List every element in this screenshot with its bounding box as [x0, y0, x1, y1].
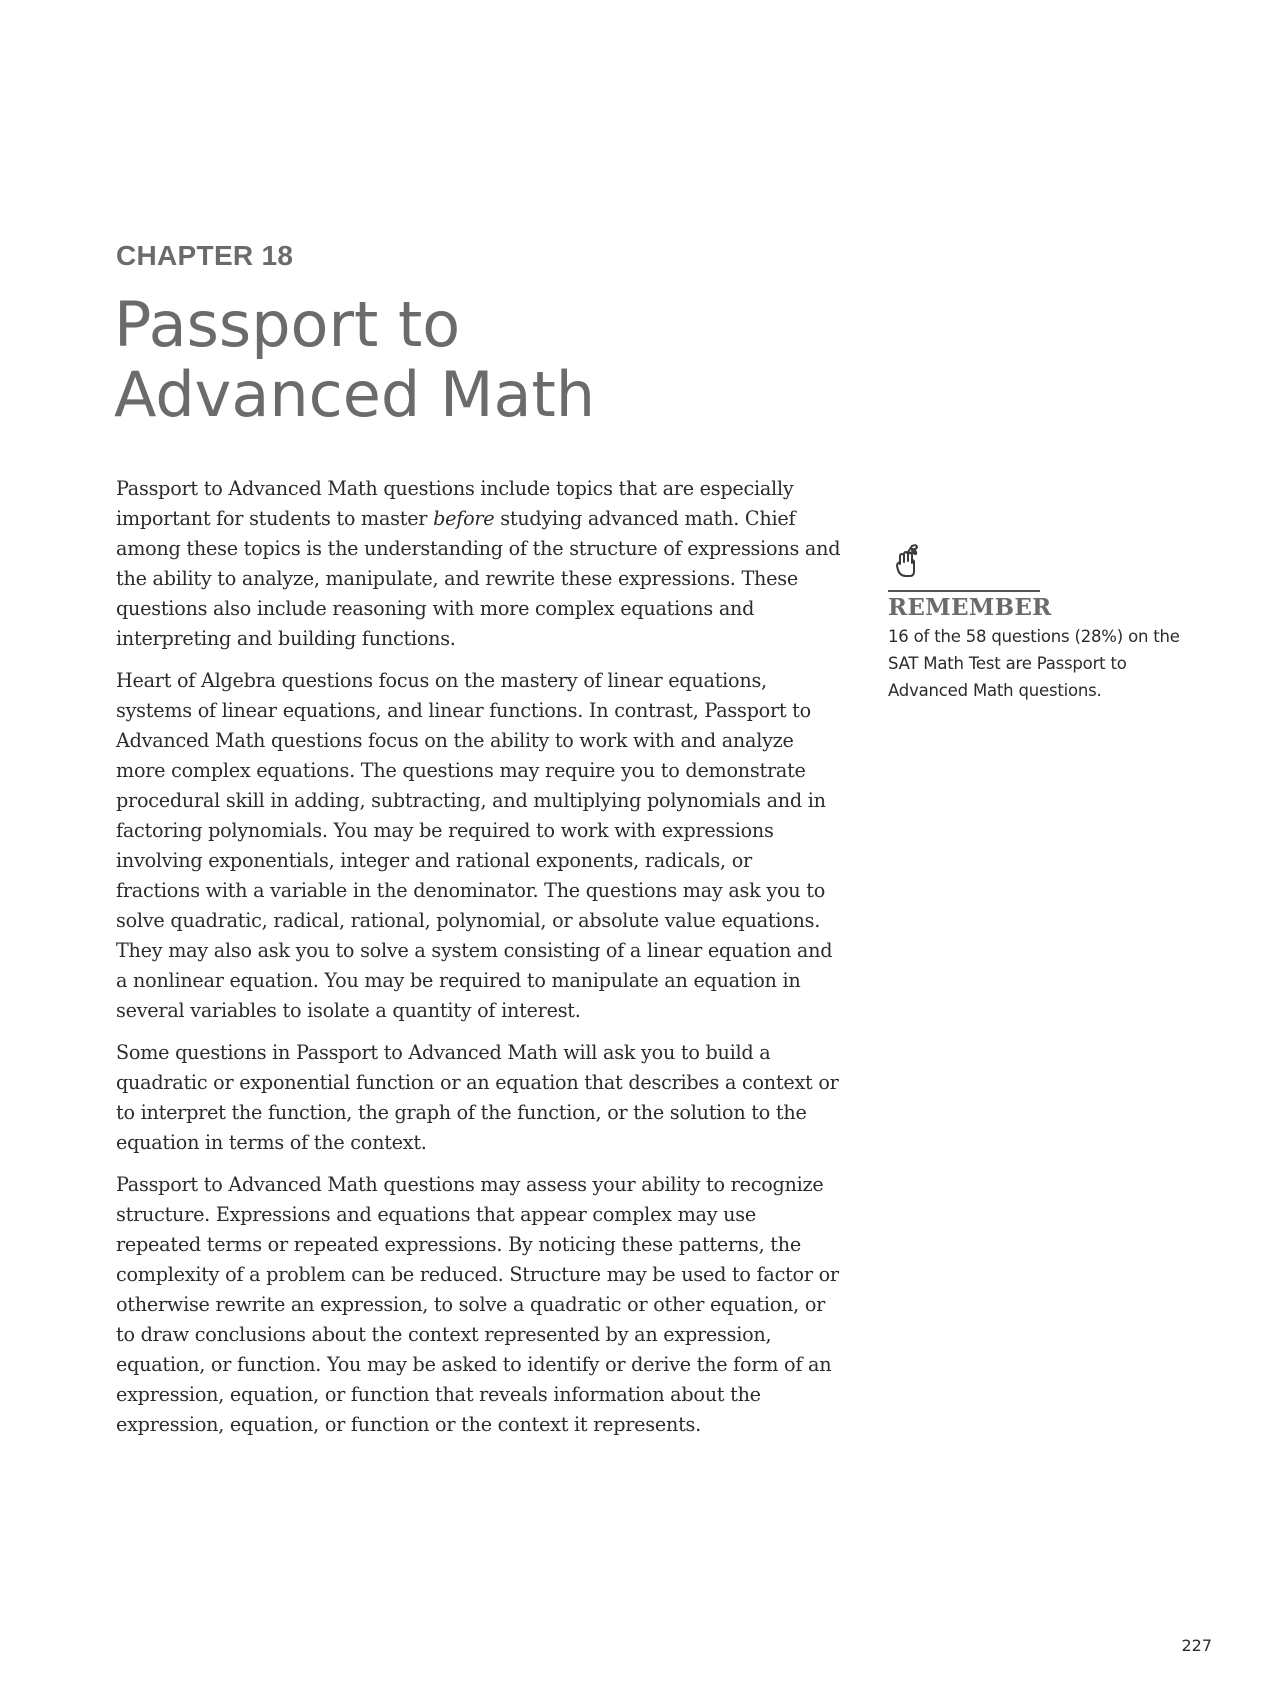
sidebar-heading: REMEMBER [888, 594, 1052, 621]
paragraph-1-part-1: Passport to Advanced Math questions include topics that are especially important for students to master [116, 477, 794, 530]
body-text [116, 474, 841, 1452]
paragraph-4: Passport to Advanced Math questions may assess your ability to recognize structure. Expressions and equations that appear complex may use repeated terms or repeated expressions. By noticing these patterns, the complexity of a problem can be reduced. Structure may be used to factor or otherwise rewrite an expression, to solve a quadratic or other equation, or to draw conclusions about the context represented by an expression, equation, or function. You may be asked to identify or derive the form of an expression, equation, or function that reveals information about the expression, equation, or function or the context it represents. [116, 1173, 839, 1436]
chapter-title-line-1: Passport to [114, 288, 461, 361]
string-tied-finger-icon [890, 542, 930, 582]
paragraph-1-part-2: studying advanced math. Chief among these topics is the understanding of the structure of expressions and the ability to analyze, manipulate, and rewrite these expressions. These questions also include reasoning with more complex equations and interpreting and building functions. [116, 507, 841, 650]
paragraph-2: Heart of Algebra questions focus on the mastery of linear equations, systems of linear equations, and linear functions. In contrast, Passport to Advanced Math questions focus on the ability to work with and analyze more complex equations. The questions may require you to demonstrate procedural skill in adding, subtracting, and multiplying polynomials and in factoring polynomials. You may be required to work with expressions involving exponentials, integer and rational exponents, radicals, or fractions with a variable in the denominator. The questions may ask you to solve quadratic, radical, rational, polynomial, or absolute value equations. They may also ask you to solve a system consisting of a linear equation and a nonlinear equation. You may be required to manipulate an equation in several variables to isolate a quantity of interest. [116, 669, 833, 1022]
paragraph-3: Some questions in Passport to Advanced Math will ask you to build a quadratic or exponential function or an equation that describes a context or to interpret the function, the graph of the function, or the solution to the equation in terms of the context. [116, 1041, 839, 1154]
paragraph-1-emphasis: before [433, 507, 495, 530]
chapter-label: CHAPTER 18 [116, 240, 294, 271]
paragraph-1 [116, 474, 841, 654]
remember-sidebar [888, 542, 1208, 704]
sidebar-note: 16 of the 58 questions (28%) on the SAT Math Test are Passport to Advanced Math questions. [888, 627, 1180, 700]
chapter-title-line-2: Advanced Math [114, 358, 596, 431]
chapter-title [114, 290, 874, 430]
page-number: 227 [1181, 1636, 1212, 1655]
sidebar-divider [888, 590, 1040, 592]
